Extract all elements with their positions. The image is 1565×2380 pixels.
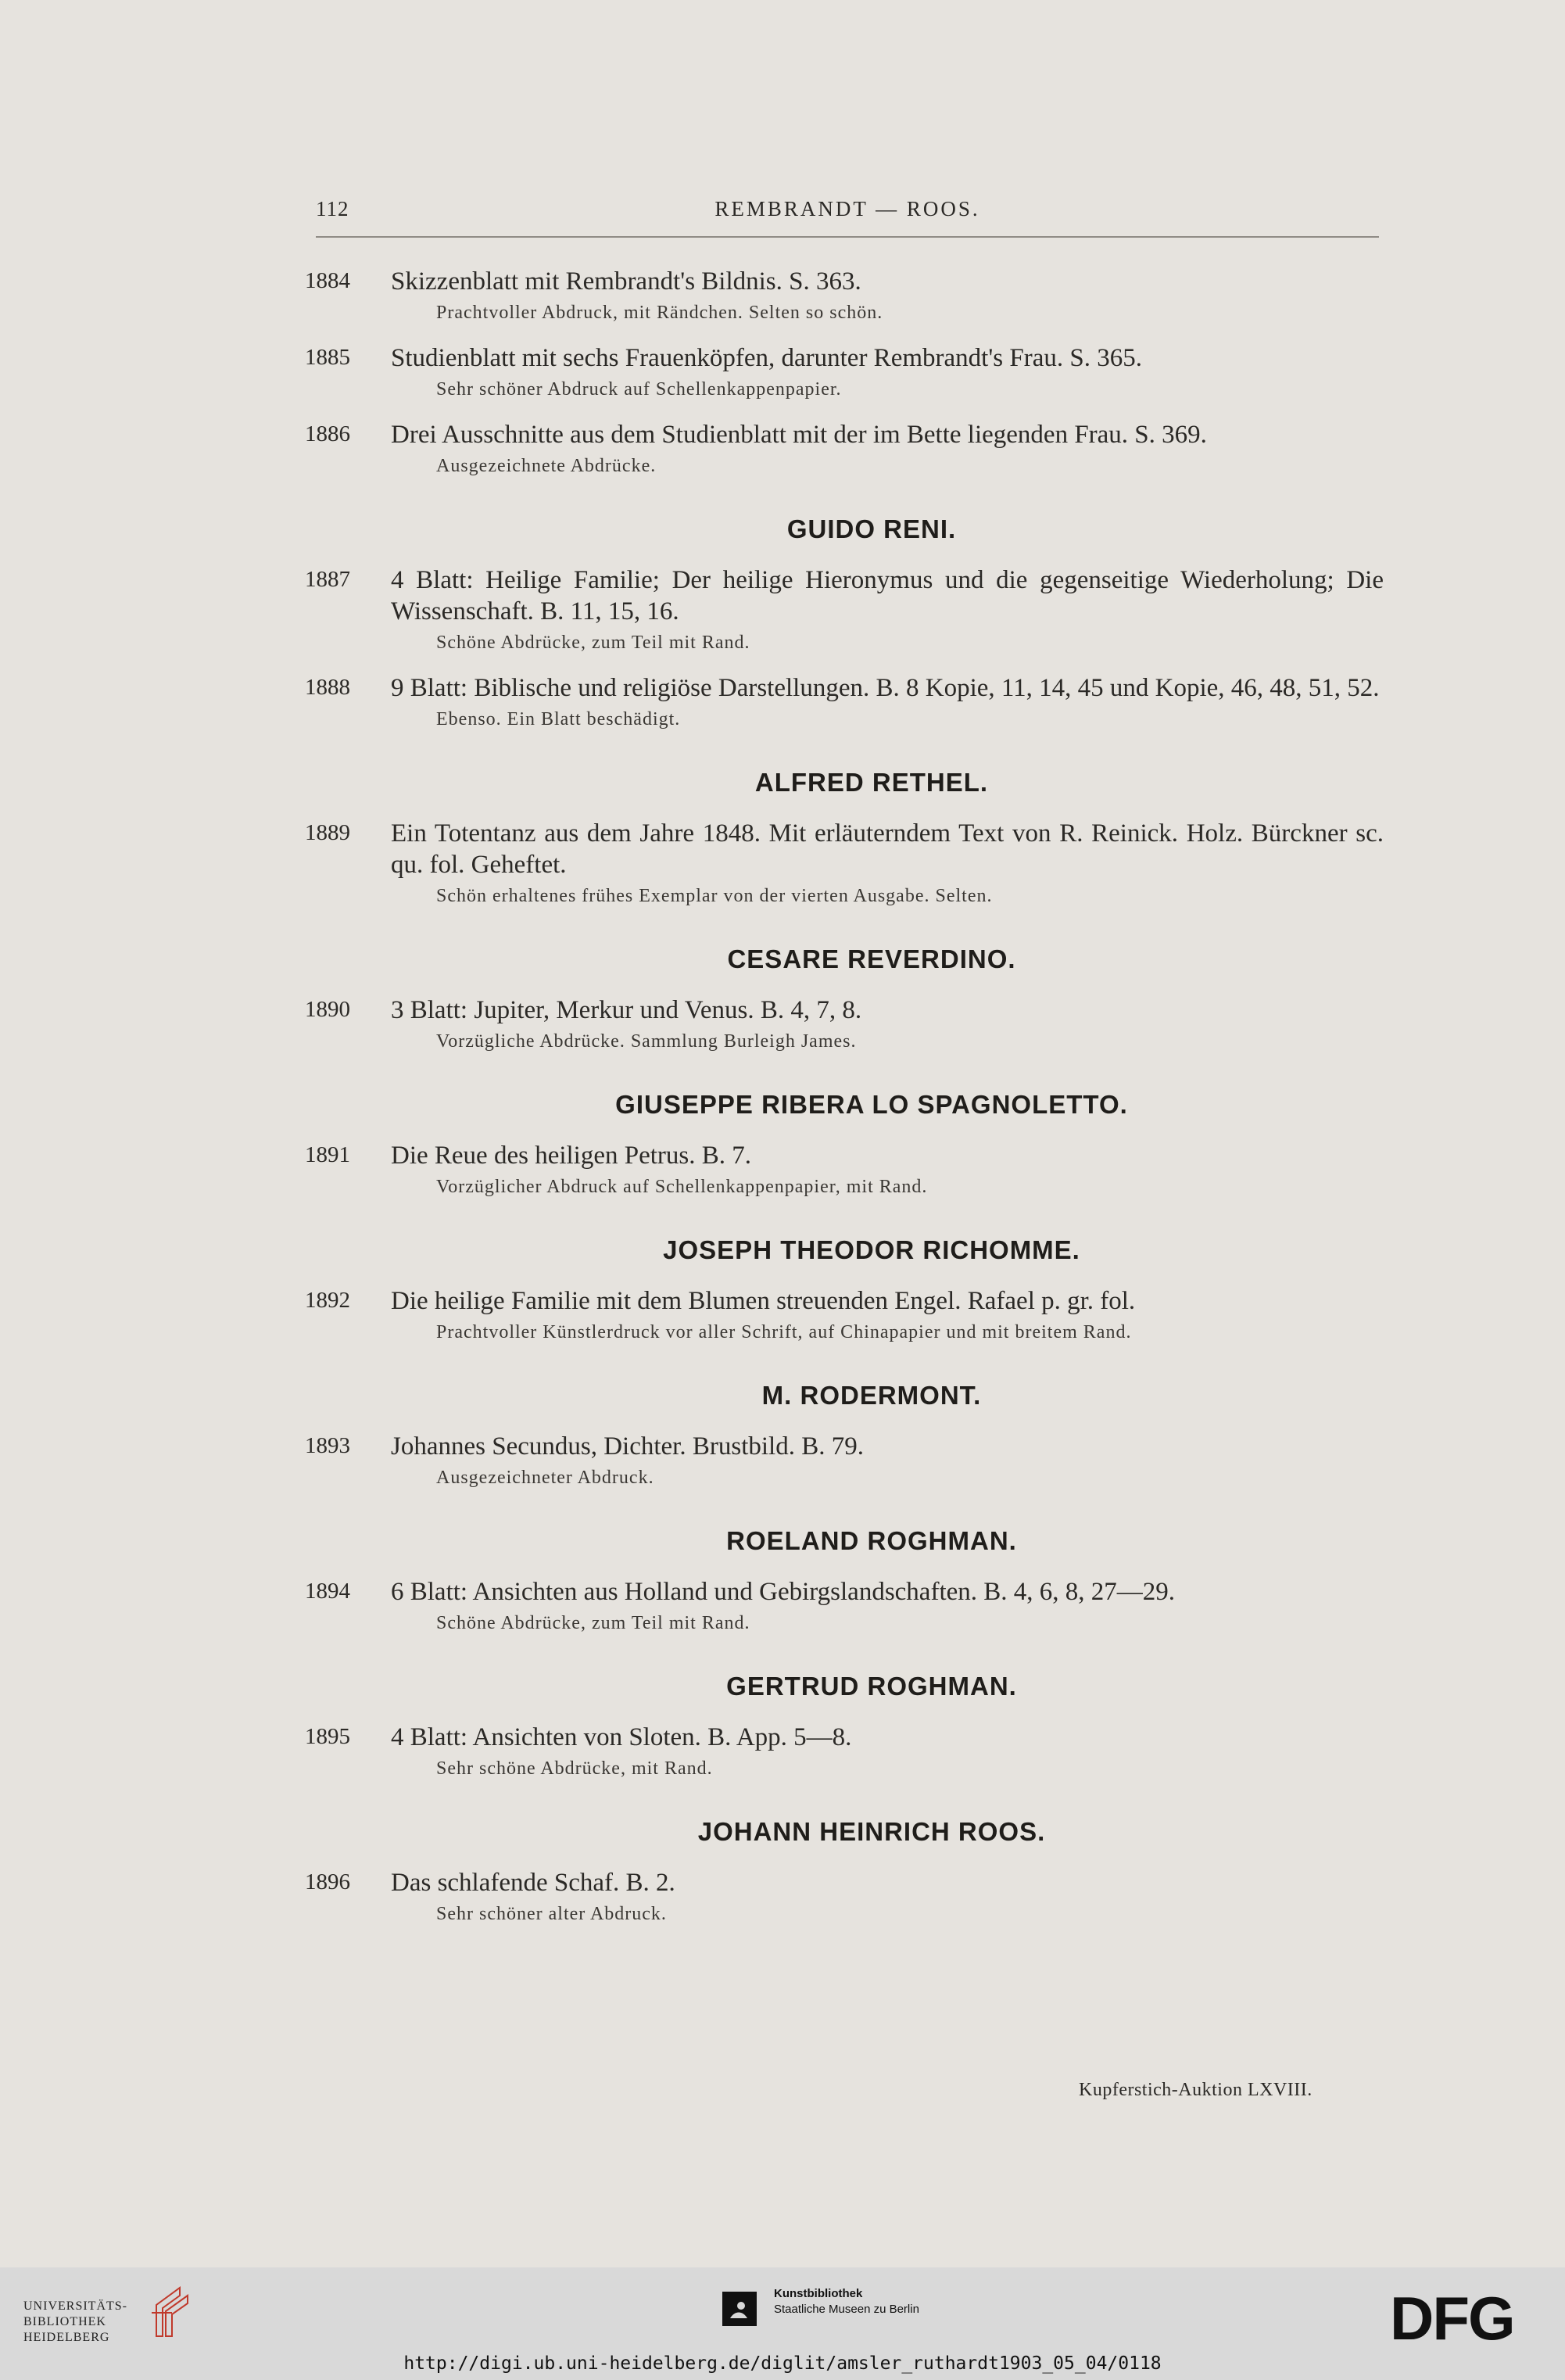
entry-condition-note: Vorzügliche Abdrücke. Sammlung Burleigh James. (436, 1031, 857, 1052)
entry-description: Skizzenblatt mit Rembrandt's Bildnis. S. 363. (391, 267, 861, 296)
lot-number: 1884 (305, 268, 350, 293)
catalogue-entry (305, 672, 1384, 732)
entry-condition-note: Ausgezeichnete Abdrücke. (436, 456, 657, 476)
university-line: UNIVERSITÄTS- (23, 2299, 127, 2313)
catalogue-entry (305, 342, 1384, 402)
entry-condition-note: Schön erhaltenes frühes Exemplar von der vierten Ausgabe. Selten. (436, 886, 993, 906)
entry-condition-note: Schöne Abdrücke, zum Teil mit Rand. (436, 1613, 750, 1633)
entry-condition-note: Sehr schöner Abdruck auf Schellenkappenpapier. (436, 379, 842, 400)
kunstbibliothek-text (774, 2286, 919, 2317)
entry-description: Das schlafende Schaf. B. 2. (391, 1869, 675, 1897)
lot-number: 1887 (305, 567, 350, 592)
catalogue-entry (305, 1140, 1384, 1199)
entry-condition-note: Sehr schöne Abdrücke, mit Rand. (436, 1758, 713, 1779)
lot-number: 1890 (305, 997, 350, 1022)
catalogue-entry (305, 1576, 1384, 1636)
footer-note: Kupferstich-Auktion LXVIII. (1079, 2080, 1313, 2100)
entry-condition-note: Vorzüglicher Abdruck auf Schellenkappenpapier, mit Rand. (436, 1177, 928, 1197)
entry-description: Ein Totentanz aus dem Jahre 1848. Mit erläuterndem Text von R. Reinick. Holz. Bürckner sc. qu. fol. Geheftet. (391, 819, 1384, 879)
lot-number: 1888 (305, 675, 350, 700)
university-logo-icon (149, 2281, 195, 2344)
catalogue-entry (305, 1867, 1384, 1927)
running-title: REMBRANDT — ROOS. (714, 197, 980, 220)
dfg-logo: DFG (1390, 2284, 1514, 2353)
catalogue-entry (305, 818, 1384, 909)
page-number: 112 (316, 197, 349, 220)
artist-heading: JOSEPH THEODOR RICHOMME. (663, 1235, 1080, 1264)
entry-description: 6 Blatt: Ansichten aus Holland und Gebirgslandschaften. B. 4, 6, 8, 27—29. (391, 1578, 1176, 1606)
entry-description: 9 Blatt: Biblische und religiöse Darstellungen. B. 8 Kopie, 11, 14, 45 und Kopie, 46, 48, 51, 52. (391, 674, 1380, 702)
lot-number: 1896 (305, 1869, 350, 1894)
catalogue-entry (305, 1722, 1384, 1781)
lot-number: 1885 (305, 345, 350, 370)
entry-description: 3 Blatt: Jupiter, Merkur und Venus. B. 4, 7, 8. (391, 996, 862, 1024)
permalink-url[interactable]: http://digi.ub.uni-heidelberg.de/diglit/amsler_ruthardt1903_05_04/0118 (403, 2353, 1162, 2374)
artist-heading: GIUSEPPE RIBERA LO SPAGNOLETTO. (615, 1090, 1128, 1119)
entry-description: Drei Ausschnitte aus dem Studienblatt mit der im Bette liegenden Frau. S. 369. (391, 421, 1207, 449)
catalogue-entry (305, 419, 1384, 479)
entry-condition-note: Sehr schöner alter Abdruck. (436, 1904, 667, 1924)
entry-description: 4 Blatt: Heilige Familie; Der heilige Hieronymus und die gegenseitige Wiederholung; Die Wissenschaft. B. 11, 15, 16. (391, 566, 1384, 625)
entry-condition-note: Ausgezeichneter Abdruck. (436, 1468, 654, 1488)
entry-description: Die Reue des heiligen Petrus. B. 7. (391, 1142, 752, 1170)
entry-description: 4 Blatt: Ansichten von Sloten. B. App. 5—8. (391, 1723, 852, 1751)
lot-number: 1891 (305, 1142, 350, 1167)
lot-number: 1894 (305, 1579, 350, 1604)
university-line: HEIDELBERG (23, 2331, 110, 2344)
artist-heading: GERTRUD ROGHMAN. (726, 1672, 1017, 1701)
catalogue-entry (305, 1285, 1384, 1345)
lot-number: 1889 (305, 820, 350, 845)
kunstbibliothek-title: Kunstbibliothek (774, 2287, 863, 2300)
kunstbibliothek-logo-icon (719, 2287, 766, 2334)
lot-number: 1892 (305, 1288, 350, 1313)
lot-number: 1895 (305, 1724, 350, 1749)
entry-description: Die heilige Familie mit dem Blumen streuenden Engel. Rafael p. gr. fol. (391, 1287, 1136, 1315)
page-header (316, 197, 1379, 238)
artist-heading: CESARE REVERDINO. (727, 944, 1016, 973)
lot-number: 1886 (305, 421, 350, 446)
entry-condition-note: Ebenso. Ein Blatt beschädigt. (436, 709, 681, 729)
entry-condition-note: Schöne Abdrücke, zum Teil mit Rand. (436, 633, 750, 653)
catalogue-content (305, 266, 1384, 1944)
university-library-text (23, 2299, 127, 2346)
artist-heading: M. RODERMONT. (761, 1381, 982, 1410)
entry-condition-note: Prachtvoller Abdruck, mit Rändchen. Selten so schön. (436, 303, 883, 323)
artist-heading: ALFRED RETHEL. (754, 768, 989, 797)
artist-heading: ROELAND ROGHMAN. (726, 1526, 1017, 1555)
entry-condition-note: Prachtvoller Künstlerdruck vor aller Schrift, auf Chinapapier und mit breitem Rand. (436, 1322, 1132, 1342)
entry-description: Johannes Secundus, Dichter. Brustbild. B. 79. (391, 1432, 864, 1461)
kunstbibliothek-subtitle: Staatliche Museen zu Berlin (774, 2303, 919, 2316)
catalogue-entry (305, 266, 1384, 325)
lot-number: 1893 (305, 1433, 350, 1458)
catalogue-entry (305, 995, 1384, 1054)
university-line: BIBLIOTHEK (23, 2315, 106, 2328)
catalogue-entry (305, 1431, 1384, 1490)
artist-heading: JOHANN HEINRICH ROOS. (697, 1817, 1046, 1846)
artist-heading: GUIDO RENI. (786, 514, 957, 543)
catalogue-entry (305, 565, 1384, 655)
entry-description: Studienblatt mit sechs Frauenköpfen, darunter Rembrandt's Frau. S. 365. (391, 344, 1142, 372)
